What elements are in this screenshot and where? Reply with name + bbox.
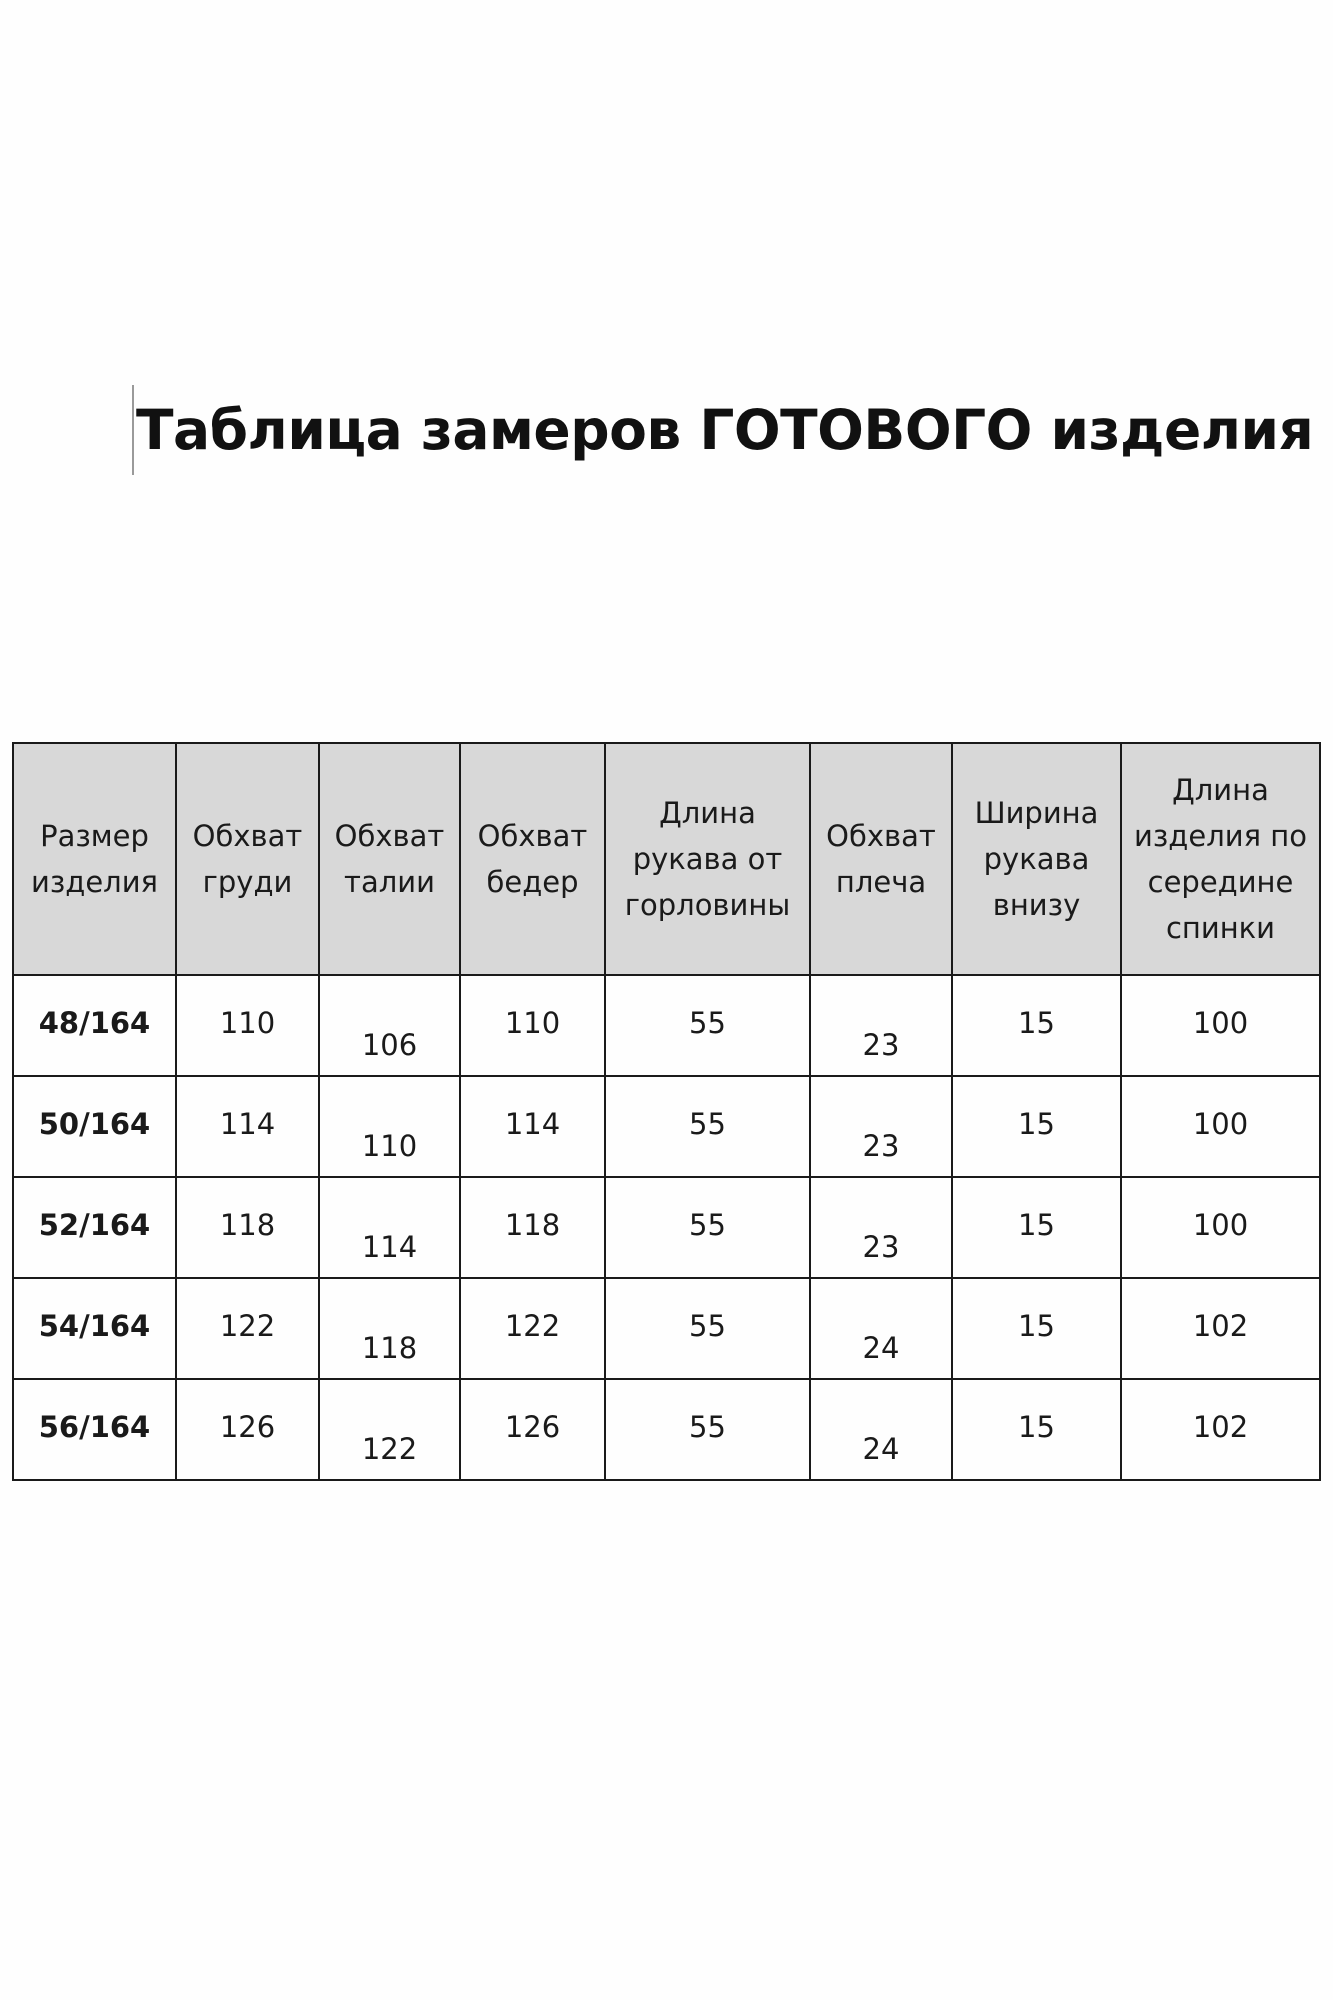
cell-chest: [176, 1177, 319, 1278]
cell-value: 110: [219, 1006, 276, 1040]
title-block: [132, 385, 1313, 475]
header-hips: Обхват бедер: [460, 743, 605, 975]
cell-sleeve-width: [952, 1278, 1121, 1379]
cell-hips: [460, 975, 605, 1076]
cell-value: 15: [1018, 1107, 1055, 1141]
cell-value: 56/164: [38, 1410, 151, 1444]
cell-value: 15: [1018, 1006, 1055, 1040]
cell-value: 110: [504, 1006, 561, 1040]
header-sleeve-length: Длина рукава от горловины: [605, 743, 810, 975]
cell-value: 102: [1192, 1410, 1249, 1444]
cell-sleeve-length: [605, 975, 810, 1076]
cell-value: 55: [689, 1107, 726, 1141]
cell-value: 100: [1192, 1006, 1249, 1040]
cell-hips: [460, 1278, 605, 1379]
cell-sleeve-length: [605, 1177, 810, 1278]
cell-garment-length: [1121, 1076, 1320, 1177]
header-sleeve-width: Ширина рукава внизу: [952, 743, 1121, 975]
cell-value: 23: [862, 1028, 900, 1062]
table-row: [13, 975, 1320, 1076]
cell-value: 126: [504, 1410, 561, 1444]
cell-sleeve-length: [605, 1076, 810, 1177]
cell-chest: [176, 975, 319, 1076]
cell-value: 15: [1018, 1410, 1055, 1444]
cell-garment-length: [1121, 1177, 1320, 1278]
cell-value: 52/164: [38, 1208, 151, 1242]
cell-shoulder: [810, 1076, 952, 1177]
cell-value: 100: [1192, 1208, 1249, 1242]
cell-shoulder: [810, 1177, 952, 1278]
cell-hips: [460, 1076, 605, 1177]
header-size: Размер изделия: [13, 743, 176, 975]
cell-sleeve-length: [605, 1278, 810, 1379]
cell-hips: [460, 1379, 605, 1480]
cell-value: 23: [862, 1129, 900, 1163]
cell-waist: [319, 1278, 460, 1379]
cell-size: [13, 1278, 176, 1379]
header-shoulder: Обхват плеча: [810, 743, 952, 975]
cell-value: 118: [504, 1208, 561, 1242]
table-row: [13, 1379, 1320, 1480]
cell-shoulder: [810, 1379, 952, 1480]
cell-value: 55: [689, 1410, 726, 1444]
cell-size: [13, 975, 176, 1076]
cell-value: 122: [219, 1309, 276, 1343]
cell-waist: [319, 1177, 460, 1278]
table-row: [13, 1076, 1320, 1177]
cell-garment-length: [1121, 1278, 1320, 1379]
cell-sleeve-width: [952, 1177, 1121, 1278]
text-cursor: [132, 385, 134, 475]
cell-value: 114: [219, 1107, 276, 1141]
header-waist: Обхват талии: [319, 743, 460, 975]
cell-sleeve-width: [952, 1379, 1121, 1480]
cell-value: 50/164: [38, 1107, 151, 1141]
cell-value: 118: [361, 1331, 418, 1365]
page-title: Таблица замеров ГОТОВОГО изделия: [136, 398, 1314, 462]
cell-value: 55: [689, 1309, 726, 1343]
cell-chest: [176, 1379, 319, 1480]
table-row: [13, 1278, 1320, 1379]
cell-value: 55: [689, 1006, 726, 1040]
cell-waist: [319, 1076, 460, 1177]
cell-value: 122: [361, 1432, 418, 1466]
cell-size: [13, 1177, 176, 1278]
cell-value: 24: [862, 1432, 900, 1466]
cell-value: 118: [219, 1208, 276, 1242]
cell-sleeve-length: [605, 1379, 810, 1480]
cell-value: 48/164: [38, 1006, 151, 1040]
cell-waist: [319, 975, 460, 1076]
header-chest: Обхват груди: [176, 743, 319, 975]
cell-value: 15: [1018, 1309, 1055, 1343]
table-row: [13, 1177, 1320, 1278]
cell-value: 106: [361, 1028, 418, 1062]
cell-size: [13, 1379, 176, 1480]
cell-value: 15: [1018, 1208, 1055, 1242]
cell-value: 114: [504, 1107, 561, 1141]
cell-value: 114: [361, 1230, 418, 1264]
cell-size: [13, 1076, 176, 1177]
cell-value: 102: [1192, 1309, 1249, 1343]
cell-shoulder: [810, 975, 952, 1076]
cell-value: 126: [219, 1410, 276, 1444]
cell-hips: [460, 1177, 605, 1278]
cell-value: 110: [361, 1129, 418, 1163]
cell-chest: [176, 1076, 319, 1177]
size-table: [12, 742, 1321, 1481]
cell-garment-length: [1121, 975, 1320, 1076]
cell-value: 24: [862, 1331, 900, 1365]
cell-value: 23: [862, 1230, 900, 1264]
cell-waist: [319, 1379, 460, 1480]
header-garment-length: Длина изделия по середине спинки: [1121, 743, 1320, 975]
cell-sleeve-width: [952, 975, 1121, 1076]
cell-chest: [176, 1278, 319, 1379]
cell-value: 100: [1192, 1107, 1249, 1141]
cell-sleeve-width: [952, 1076, 1121, 1177]
cell-value: 55: [689, 1208, 726, 1242]
cell-value: 122: [504, 1309, 561, 1343]
table-header-row: [13, 743, 1320, 975]
cell-value: 54/164: [38, 1309, 151, 1343]
cell-shoulder: [810, 1278, 952, 1379]
cell-garment-length: [1121, 1379, 1320, 1480]
